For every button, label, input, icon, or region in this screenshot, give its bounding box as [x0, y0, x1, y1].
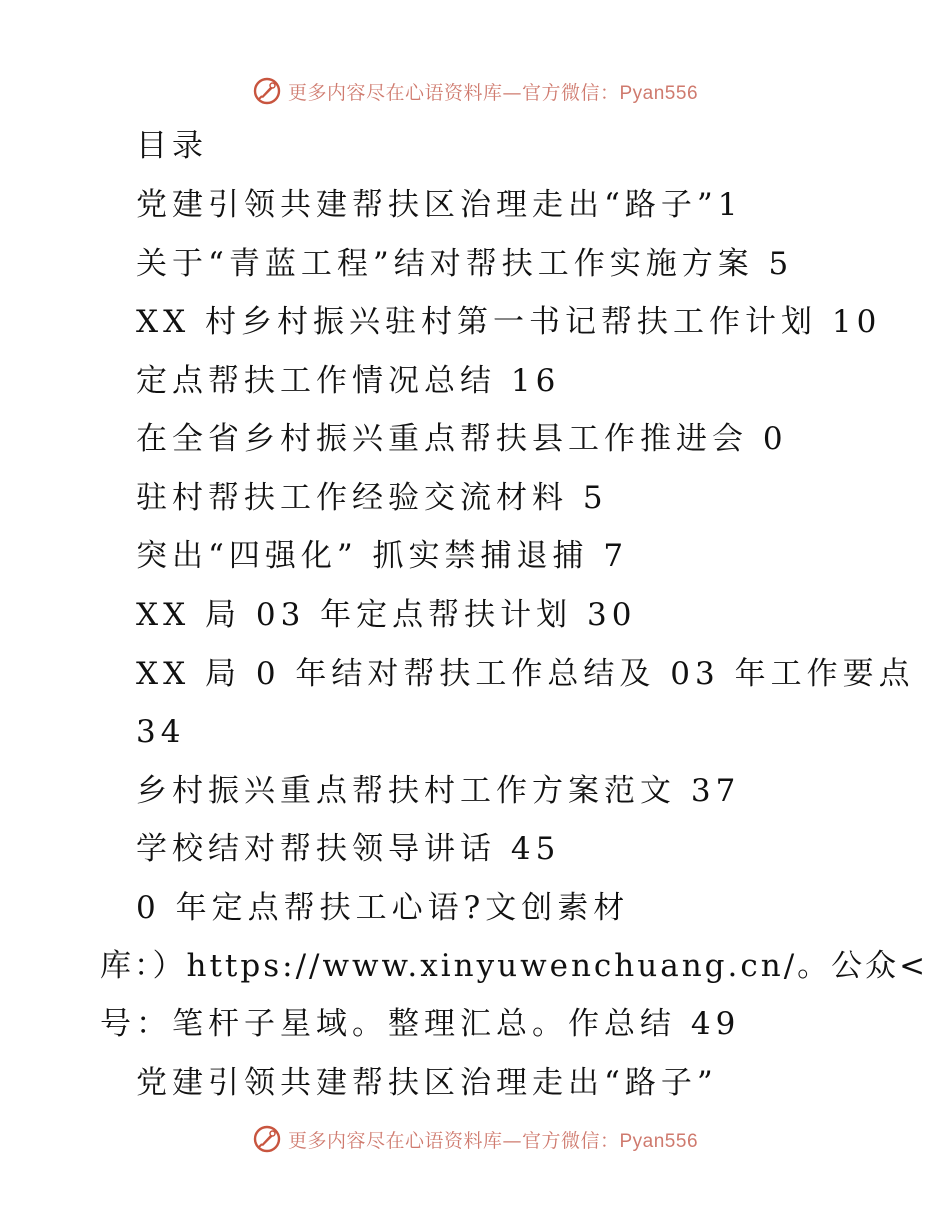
toc-line: 在全省乡村振兴重点帮扶县工作推进会 0	[136, 421, 788, 457]
toc-line: XX 村乡村振兴驻村第一书记帮扶工作计划 10	[136, 304, 882, 340]
toc-line: 突出“四强化” 抓实禁捕退捕 7	[136, 538, 629, 574]
toc-line: 0 年定点帮扶工心语?文创素材	[136, 890, 630, 926]
toc-line: 定点帮扶工作情况总结 16	[136, 363, 561, 399]
toc-line: 34	[136, 714, 186, 750]
toc-line: XX 局 0 年结对帮扶工作总结及 03 年工作要点	[136, 656, 915, 692]
footer-watermark	[0, 1122, 950, 1156]
toc-heading: 目录	[136, 128, 208, 164]
toc-line: 号：笔杆子星域。整理汇总。作总结 49	[100, 1006, 741, 1042]
quill-logo-icon	[252, 1124, 282, 1154]
section-title: 党建引领共建帮扶区治理走出“路子”	[136, 1065, 718, 1101]
toc-line: 关于“青蓝工程”结对帮扶工作实施方案 5	[136, 246, 794, 282]
toc-line: 党建引领共建帮扶区治理走出“路子”1	[136, 187, 743, 223]
header-watermark	[0, 74, 950, 108]
watermark-text: 更多内容尽在心语资料库—官方微信：Pyan556	[287, 1129, 699, 1152]
toc-line: 乡村振兴重点帮扶村工作方案范文 37	[136, 773, 741, 809]
toc-line-url: 库：）https://www.xinyuwenchuang.cn/。公众<	[100, 948, 929, 984]
quill-logo-icon	[252, 76, 282, 106]
watermark-text: 更多内容尽在心语资料库—官方微信：Pyan556	[287, 81, 699, 104]
toc-line: 学校结对帮扶领导讲话 45	[136, 831, 561, 867]
toc-line: 驻村帮扶工作经验交流材料 5	[136, 480, 608, 516]
toc-line: XX 局 03 年定点帮扶计划 30	[136, 597, 637, 633]
